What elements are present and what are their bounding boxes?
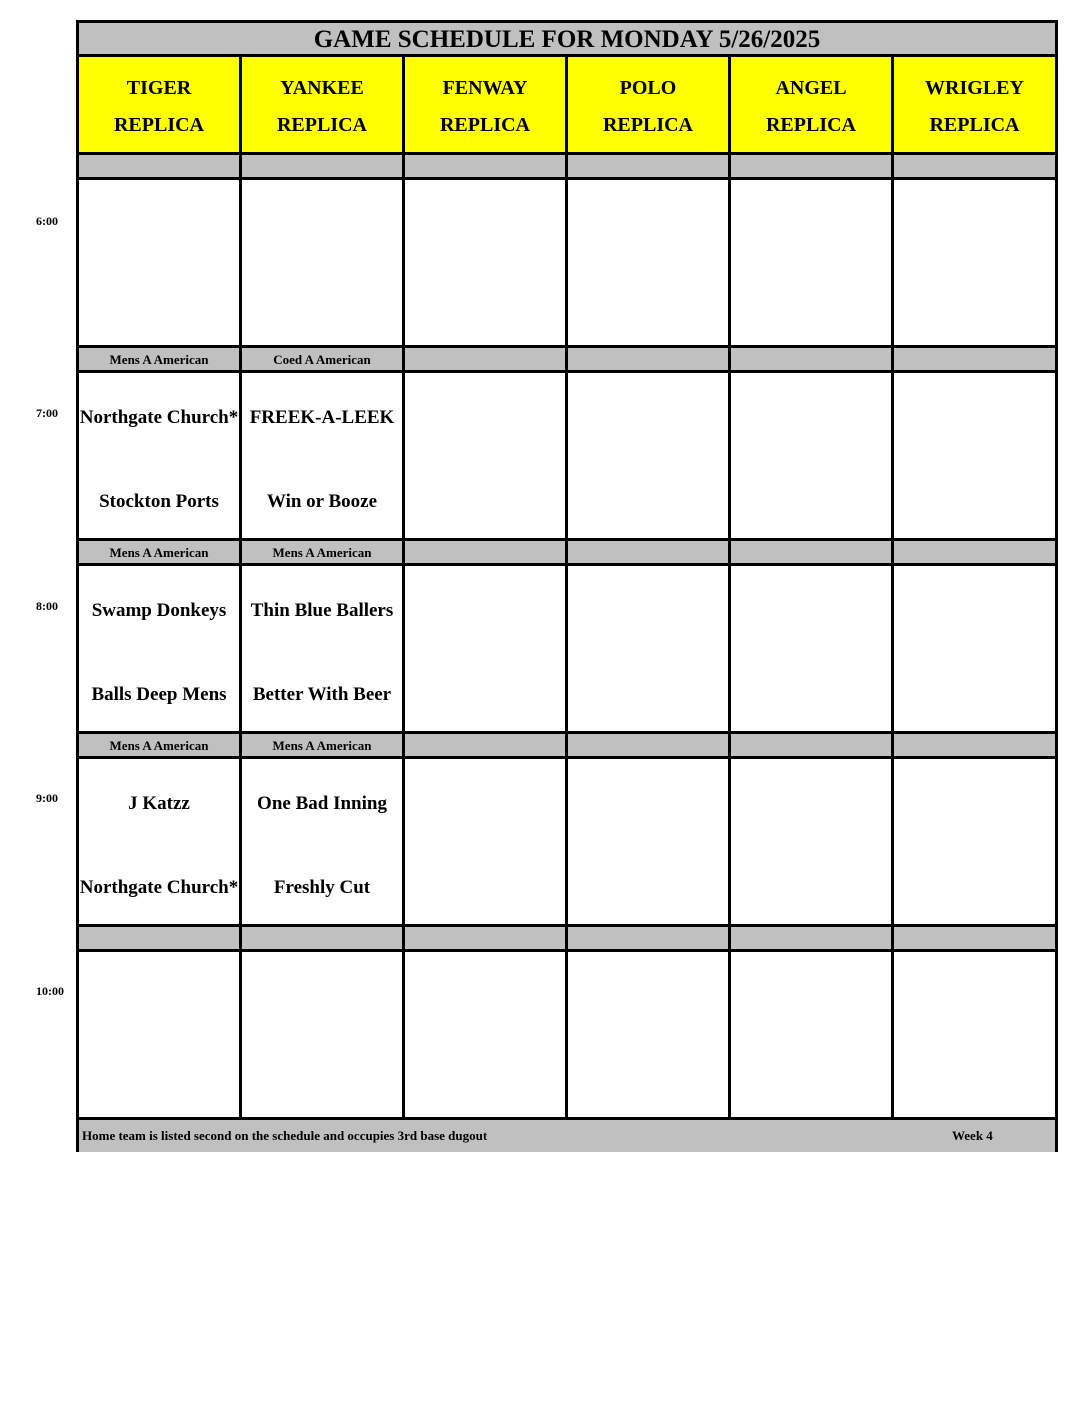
division-label-yankee: Mens A American [242,541,405,563]
game-row [79,373,1055,541]
away-team [79,200,239,250]
home-team [894,477,1055,527]
home-team [568,477,728,527]
game-row [79,759,1055,927]
home-team [731,284,891,334]
away-team: One Bad Inning [257,793,387,814]
division-label-polo [568,541,731,563]
game-cell-wrigley [894,759,1055,924]
field-header-wrigley: WRIGLEY REPLICA [894,57,1055,152]
home-team [405,670,565,720]
away-team: J Katzz [128,793,190,814]
game-cell-fenway [405,566,568,731]
game-cell-yankee [242,759,405,924]
away-team [731,586,891,636]
game-cell-polo [568,566,731,731]
footer-note: Home team is listed second on the schedule and occupies 3rd base dugout [82,1128,488,1143]
division-label-fenway [405,541,568,563]
division-label-polo [568,734,731,756]
away-team [568,200,728,250]
time-label-8: 8:00 [36,599,58,613]
home-team [731,477,891,527]
home-team [568,284,728,334]
home-team [731,670,891,720]
home-team [79,1056,239,1106]
game-cell-tiger [79,759,242,924]
division-label-fenway [405,927,568,949]
game-cell-wrigley [894,180,1055,345]
division-label-angel [731,734,894,756]
home-team: Win or Booze [266,491,378,512]
game-cell-yankee [242,566,405,731]
division-band [79,348,1055,373]
home-team [894,284,1055,334]
home-team: Balls Deep Mens [91,684,227,705]
division-band [79,927,1055,952]
time-label-10: 10:00 [36,984,64,998]
game-cell-polo [568,180,731,345]
week-label: Week 4 [952,1128,993,1143]
game-row [79,952,1055,1120]
division-label-wrigley [894,155,1055,177]
time-label-9: 9:00 [36,791,58,805]
game-cell-polo [568,759,731,924]
away-team [894,586,1055,636]
home-team [731,1056,891,1106]
division-label-angel [731,155,894,177]
field-header-tiger: TIGER REPLICA [79,57,242,152]
page-title: GAME SCHEDULE FOR MONDAY 5/26/2025 [79,23,1055,57]
division-label-wrigley [894,348,1055,370]
away-team [79,972,239,1022]
field-header-yankee: YANKEE REPLICA [242,57,405,152]
division-label-angel [731,927,894,949]
away-team [894,972,1055,1022]
time-label-7: 7:00 [36,406,58,420]
away-team [405,779,565,829]
field-header-polo: POLO REPLICA [568,57,731,152]
away-team [894,393,1055,443]
home-team [894,670,1055,720]
schedule-sheet [76,20,1058,1152]
time-slots [79,155,1055,1120]
game-row [79,566,1055,734]
game-cell-fenway [405,952,568,1117]
game-cell-tiger [79,180,242,345]
game-cell-angel [731,373,894,538]
division-label-angel [731,541,894,563]
away-team [568,586,728,636]
time-label-6: 6:00 [36,214,58,228]
home-team [79,284,239,334]
footer-bar [79,1120,1055,1152]
away-team [242,200,402,250]
game-cell-angel [731,759,894,924]
away-team [894,200,1055,250]
game-cell-angel [731,566,894,731]
away-team: Swamp Donkeys [91,600,227,621]
game-cell-fenway [405,759,568,924]
home-team [405,1056,565,1106]
away-team [731,393,891,443]
division-label-tiger [79,155,242,177]
division-band [79,155,1055,180]
division-label-tiger: Mens A American [79,348,242,370]
division-label-polo [568,348,731,370]
away-team [568,779,728,829]
game-cell-angel [731,952,894,1117]
division-label-tiger: Mens A American [79,541,242,563]
away-team [242,972,402,1022]
home-team: Stockton Ports [99,491,219,512]
home-team: Northgate Church* [79,877,239,898]
division-label-wrigley [894,927,1055,949]
away-team [405,200,565,250]
division-label-polo [568,927,731,949]
game-cell-wrigley [894,373,1055,538]
home-team [242,284,402,334]
division-label-angel [731,348,894,370]
game-cell-fenway [405,373,568,538]
game-cell-wrigley [894,952,1055,1117]
home-team [405,477,565,527]
field-header-fenway: FENWAY REPLICA [405,57,568,152]
division-band [79,734,1055,759]
home-team [242,1056,402,1106]
home-team [568,670,728,720]
game-cell-polo [568,952,731,1117]
home-team [894,1056,1055,1106]
division-label-yankee [242,927,405,949]
division-band [79,541,1055,566]
away-team [568,972,728,1022]
home-team: Freshly Cut [273,877,371,898]
home-team [568,1056,728,1106]
home-team [405,284,565,334]
division-label-tiger [79,927,242,949]
home-team [568,863,728,913]
field-header-row [79,57,1055,155]
division-label-polo [568,155,731,177]
division-label-fenway [405,734,568,756]
division-label-fenway [405,348,568,370]
away-team [405,972,565,1022]
field-header-angel: ANGEL REPLICA [731,57,894,152]
away-team [731,200,891,250]
division-label-wrigley [894,734,1055,756]
division-label-yankee: Coed A American [242,348,405,370]
away-team [405,393,565,443]
game-cell-angel [731,180,894,345]
division-label-fenway [405,155,568,177]
away-team: FREEK-A-LEEK [249,407,395,428]
schedule-grid [79,57,1055,1152]
away-team: Northgate Church* [79,407,239,428]
game-cell-polo [568,373,731,538]
game-cell-wrigley [894,566,1055,731]
away-team [568,393,728,443]
home-team [405,863,565,913]
away-team: Thin Blue Ballers [250,600,394,621]
game-cell-tiger [79,373,242,538]
game-cell-tiger [79,952,242,1117]
game-row [79,180,1055,348]
home-team [894,863,1055,913]
away-team [894,779,1055,829]
away-team [731,779,891,829]
division-label-wrigley [894,541,1055,563]
away-team [731,972,891,1022]
division-label-tiger: Mens A American [79,734,242,756]
away-team [405,586,565,636]
game-cell-tiger [79,566,242,731]
home-team [731,863,891,913]
home-team: Better With Beer [252,684,392,705]
division-label-yankee: Mens A American [242,734,405,756]
game-cell-yankee [242,952,405,1117]
game-cell-yankee [242,180,405,345]
division-label-yankee [242,155,405,177]
game-cell-yankee [242,373,405,538]
game-cell-fenway [405,180,568,345]
